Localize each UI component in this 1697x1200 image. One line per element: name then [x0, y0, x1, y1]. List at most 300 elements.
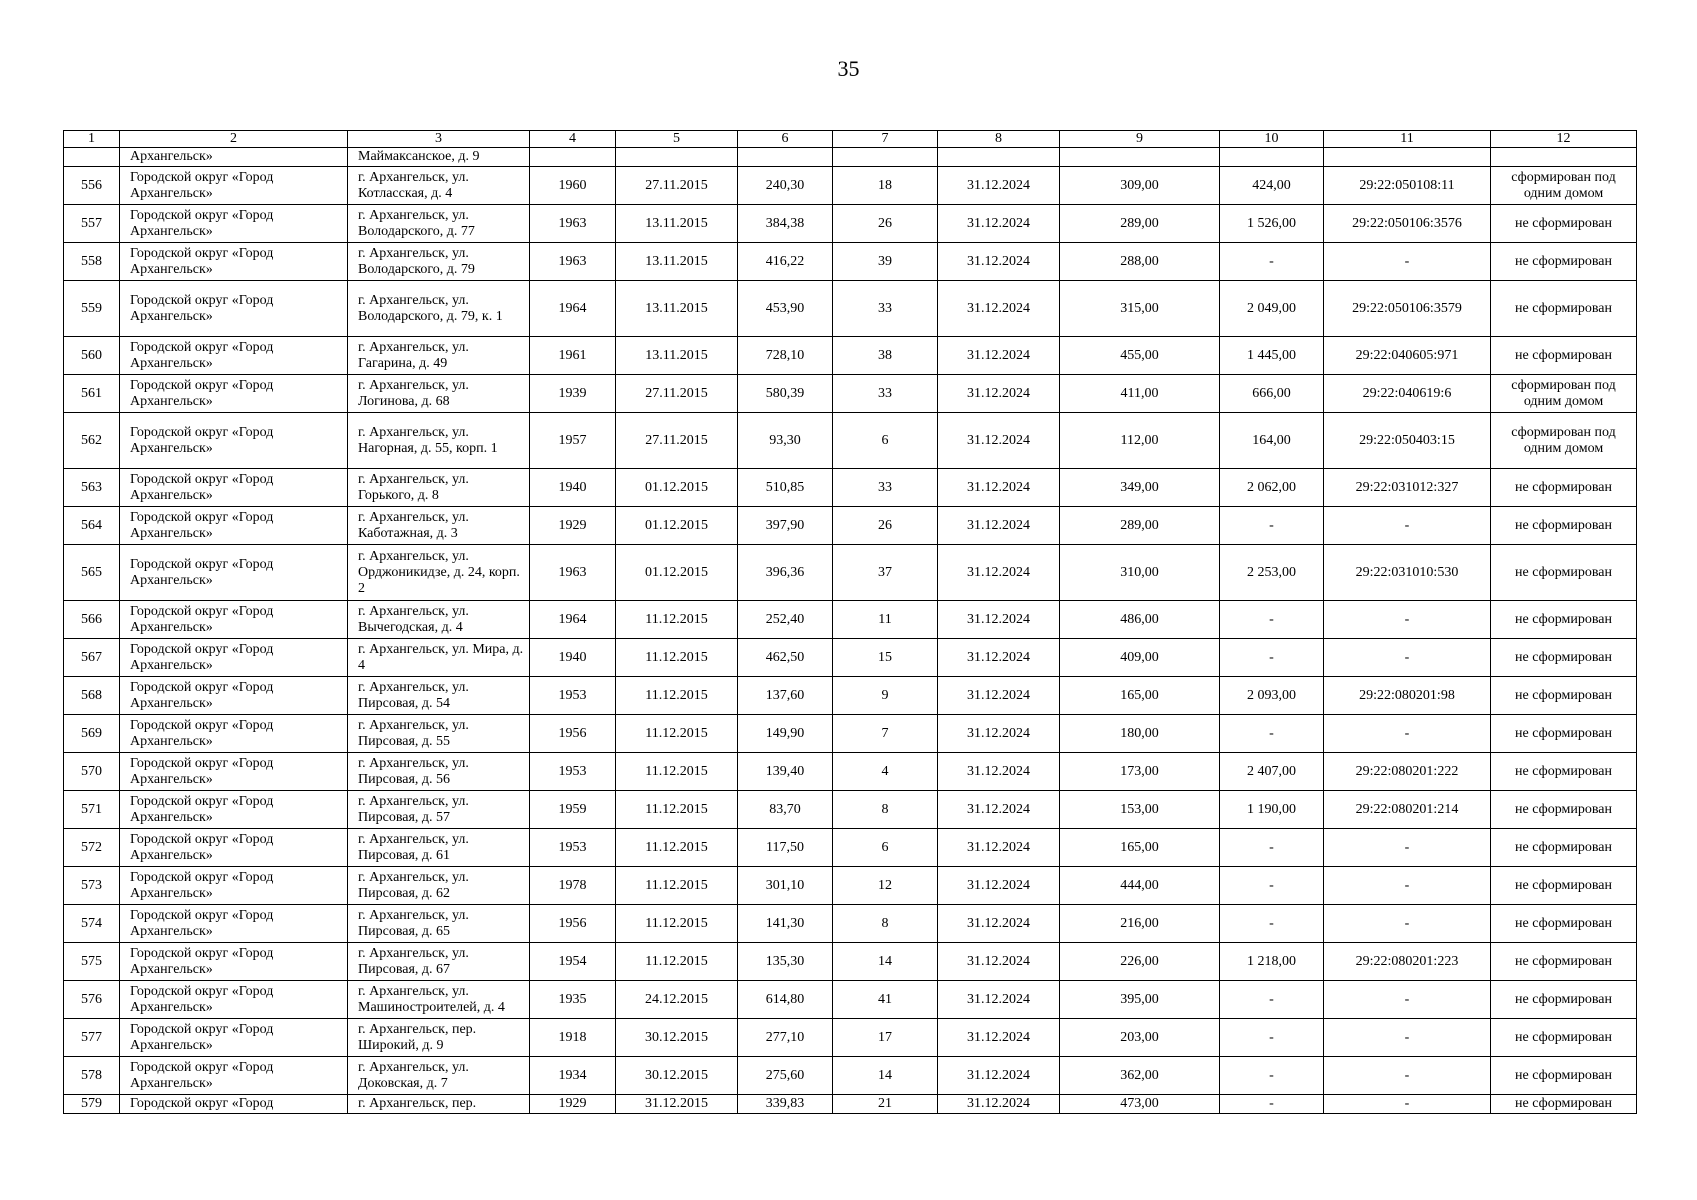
cell-c11: - [1324, 981, 1491, 1019]
cell-c4: 1978 [530, 867, 616, 905]
cell-c6: 396,36 [738, 545, 833, 601]
cell-c7: 39 [833, 243, 938, 281]
page-number: 35 [837, 56, 860, 81]
cell-c8: 31.12.2024 [938, 715, 1060, 753]
cell-c1: 564 [64, 507, 120, 545]
cell-c3: г. Архангельск, ул. Каботажная, д. 3 [348, 507, 530, 545]
cell-c11: - [1324, 1019, 1491, 1057]
cell-c12: сформирован под одним домом [1491, 375, 1637, 413]
cell-c9: 395,00 [1060, 981, 1220, 1019]
column-header-2: 2 [120, 131, 348, 148]
cell-c10: 1 190,00 [1220, 791, 1324, 829]
cell-c2: Городской округ «Город Архангельск» [120, 601, 348, 639]
column-header-6: 6 [738, 131, 833, 148]
cell-c5: 13.11.2015 [616, 337, 738, 375]
cell-c7: 14 [833, 1057, 938, 1095]
table-row [64, 205, 1637, 243]
column-number-header [64, 131, 1637, 148]
cell-c6: 384,38 [738, 205, 833, 243]
cell-c7: 26 [833, 205, 938, 243]
cell-c6: 141,30 [738, 905, 833, 943]
table-row [64, 167, 1637, 205]
cell-c1: 557 [64, 205, 120, 243]
cell-c7: 4 [833, 753, 938, 791]
table-row [64, 753, 1637, 791]
cell-c7: 18 [833, 167, 938, 205]
table-row [64, 715, 1637, 753]
cell-c4: 1918 [530, 1019, 616, 1057]
cell-c5: 27.11.2015 [616, 413, 738, 469]
cell-c10: - [1220, 639, 1324, 677]
cell-c7: 12 [833, 867, 938, 905]
cell-c11: 29:22:080201:223 [1324, 943, 1491, 981]
cell-c8: 31.12.2024 [938, 905, 1060, 943]
cell-c2: Городской округ «Город Архангельск» [120, 753, 348, 791]
cell-c5: 01.12.2015 [616, 507, 738, 545]
cell-c11: - [1324, 243, 1491, 281]
cell-c10: - [1220, 715, 1324, 753]
cell-c8: 31.12.2024 [938, 1019, 1060, 1057]
cell-c8: 31.12.2024 [938, 469, 1060, 507]
cell-c11: - [1324, 867, 1491, 905]
column-header-8: 8 [938, 131, 1060, 148]
cell-c10: - [1220, 829, 1324, 867]
cell-c4: 1929 [530, 1095, 616, 1114]
cell-c3: г. Архангельск, ул. Доковская, д. 7 [348, 1057, 530, 1095]
cell-c7: 11 [833, 601, 938, 639]
cell-c10: - [1220, 981, 1324, 1019]
column-header-12: 12 [1491, 131, 1637, 148]
cell-c9 [1060, 148, 1220, 167]
cell-c5: 11.12.2015 [616, 867, 738, 905]
cell-c1: 566 [64, 601, 120, 639]
cell-c1: 571 [64, 791, 120, 829]
cell-c10: 1 445,00 [1220, 337, 1324, 375]
table-row [64, 905, 1637, 943]
cell-c9: 409,00 [1060, 639, 1220, 677]
cell-c11: - [1324, 601, 1491, 639]
cell-c9: 288,00 [1060, 243, 1220, 281]
cell-c12: не сформирован [1491, 791, 1637, 829]
cell-c4: 1964 [530, 281, 616, 337]
cell-c1: 569 [64, 715, 120, 753]
cell-c11: - [1324, 507, 1491, 545]
column-header-3: 3 [348, 131, 530, 148]
cell-c5: 27.11.2015 [616, 375, 738, 413]
cell-c9: 226,00 [1060, 943, 1220, 981]
cell-c5: 01.12.2015 [616, 545, 738, 601]
cell-c1: 563 [64, 469, 120, 507]
cell-c7: 33 [833, 375, 938, 413]
cell-c4: 1953 [530, 753, 616, 791]
cell-c8: 31.12.2024 [938, 981, 1060, 1019]
cell-c10: 666,00 [1220, 375, 1324, 413]
cell-c1: 573 [64, 867, 120, 905]
cell-c1: 572 [64, 829, 120, 867]
cell-c1: 570 [64, 753, 120, 791]
cell-c12: не сформирован [1491, 677, 1637, 715]
cell-c9: 411,00 [1060, 375, 1220, 413]
cell-c6: 339,83 [738, 1095, 833, 1114]
cell-c2: Городской округ «Город Архангельск» [120, 243, 348, 281]
column-header-9: 9 [1060, 131, 1220, 148]
cell-c12: не сформирован [1491, 243, 1637, 281]
cell-c8: 31.12.2024 [938, 413, 1060, 469]
header-row [64, 131, 1637, 148]
cell-c6: 275,60 [738, 1057, 833, 1095]
cell-c10: 2 049,00 [1220, 281, 1324, 337]
cell-c3: Маймаксанское, д. 9 [348, 148, 530, 167]
table-body [64, 148, 1637, 1114]
table-row [64, 507, 1637, 545]
cell-c12: сформирован под одним домом [1491, 167, 1637, 205]
housing-registry-table [63, 130, 1637, 1114]
cell-c2: Городской округ «Город Архангельск» [120, 1057, 348, 1095]
cell-c2: Городской округ «Город Архангельск» [120, 791, 348, 829]
cell-c8: 31.12.2024 [938, 867, 1060, 905]
cell-c8: 31.12.2024 [938, 281, 1060, 337]
cell-c3: г. Архангельск, ул. Котласская, д. 4 [348, 167, 530, 205]
cell-c5: 01.12.2015 [616, 469, 738, 507]
cell-c4: 1963 [530, 205, 616, 243]
cell-c8: 31.12.2024 [938, 545, 1060, 601]
cell-c4: 1935 [530, 981, 616, 1019]
cell-c6: 93,30 [738, 413, 833, 469]
cell-c9: 309,00 [1060, 167, 1220, 205]
cell-c1: 574 [64, 905, 120, 943]
cell-c1: 579 [64, 1095, 120, 1114]
cell-c6: 83,70 [738, 791, 833, 829]
table-row [64, 469, 1637, 507]
cell-c6: 416,22 [738, 243, 833, 281]
cell-c5: 24.12.2015 [616, 981, 738, 1019]
column-header-7: 7 [833, 131, 938, 148]
cell-c11: - [1324, 1057, 1491, 1095]
cell-c11: - [1324, 715, 1491, 753]
cell-c4: 1929 [530, 507, 616, 545]
table-row [64, 281, 1637, 337]
cell-c1: 565 [64, 545, 120, 601]
cell-c12: не сформирован [1491, 1095, 1637, 1114]
cell-c1: 568 [64, 677, 120, 715]
cell-c5: 11.12.2015 [616, 753, 738, 791]
table-row [64, 1019, 1637, 1057]
cell-c12: не сформирован [1491, 469, 1637, 507]
cell-c7: 7 [833, 715, 938, 753]
cell-c2: Городской округ «Город Архангельск» [120, 981, 348, 1019]
cell-c10: - [1220, 1095, 1324, 1114]
cell-c9: 473,00 [1060, 1095, 1220, 1114]
cell-c7: 15 [833, 639, 938, 677]
cell-c12: не сформирован [1491, 905, 1637, 943]
cell-c12 [1491, 148, 1637, 167]
cell-c2: Городской округ «Город Архангельск» [120, 943, 348, 981]
cell-c2: Городской округ «Город Архангельск» [120, 867, 348, 905]
cell-c12: не сформирован [1491, 205, 1637, 243]
cell-c10: 1 526,00 [1220, 205, 1324, 243]
cell-c3: г. Архангельск, ул. Пирсовая, д. 57 [348, 791, 530, 829]
column-header-10: 10 [1220, 131, 1324, 148]
cell-c9: 315,00 [1060, 281, 1220, 337]
cell-c11: 29:22:031010:530 [1324, 545, 1491, 601]
cell-c10: - [1220, 601, 1324, 639]
cell-c3: г. Архангельск, ул. Гагарина, д. 49 [348, 337, 530, 375]
cell-c3: г. Архангельск, ул. Пирсовая, д. 65 [348, 905, 530, 943]
cell-c3: г. Архангельск, ул. Логинова, д. 68 [348, 375, 530, 413]
cell-c11: - [1324, 905, 1491, 943]
cell-c4: 1953 [530, 677, 616, 715]
cell-c4 [530, 148, 616, 167]
cell-c2: Городской округ «Город Архангельск» [120, 507, 348, 545]
cell-c9: 180,00 [1060, 715, 1220, 753]
cell-c7: 8 [833, 905, 938, 943]
cell-c12: не сформирован [1491, 639, 1637, 677]
cell-c2: Городской округ «Город Архангельск» [120, 1019, 348, 1057]
cell-c11: 29:22:080201:214 [1324, 791, 1491, 829]
cell-c9: 153,00 [1060, 791, 1220, 829]
cell-c11: - [1324, 829, 1491, 867]
cell-c2: Городской округ «Город Архангельск» [120, 337, 348, 375]
cell-c12: не сформирован [1491, 601, 1637, 639]
table-row [64, 829, 1637, 867]
cell-c5: 11.12.2015 [616, 829, 738, 867]
cell-c3: г. Архангельск, ул. Машиностроителей, д. 4 [348, 981, 530, 1019]
cell-c10: - [1220, 243, 1324, 281]
cell-c12: не сформирован [1491, 867, 1637, 905]
cell-c2: Городской округ «Город Архангельск» [120, 905, 348, 943]
cell-c1: 559 [64, 281, 120, 337]
cell-c11: 29:22:050403:15 [1324, 413, 1491, 469]
cell-c1: 575 [64, 943, 120, 981]
cell-c11: 29:22:040605:971 [1324, 337, 1491, 375]
cell-c10: 2 253,00 [1220, 545, 1324, 601]
cell-c7: 41 [833, 981, 938, 1019]
cell-c7: 21 [833, 1095, 938, 1114]
cell-c10: 164,00 [1220, 413, 1324, 469]
cell-c10: 2 093,00 [1220, 677, 1324, 715]
cell-c3: г. Архангельск, ул. Володарского, д. 79, к. 1 [348, 281, 530, 337]
cell-c4: 1964 [530, 601, 616, 639]
table-row [64, 545, 1637, 601]
cell-c7: 6 [833, 829, 938, 867]
cell-c8: 31.12.2024 [938, 375, 1060, 413]
cell-c5: 11.12.2015 [616, 715, 738, 753]
table-row [64, 639, 1637, 677]
table-row [64, 1095, 1637, 1114]
cell-c9: 289,00 [1060, 507, 1220, 545]
cell-c6: 397,90 [738, 507, 833, 545]
cell-c12: не сформирован [1491, 715, 1637, 753]
cell-c12: не сформирован [1491, 281, 1637, 337]
cell-c3: г. Архангельск, ул. Пирсовая, д. 62 [348, 867, 530, 905]
cell-c11: - [1324, 1095, 1491, 1114]
cell-c5: 30.12.2015 [616, 1019, 738, 1057]
cell-c11: 29:22:080201:222 [1324, 753, 1491, 791]
cell-c3: г. Архангельск, пер. [348, 1095, 530, 1114]
cell-c9: 486,00 [1060, 601, 1220, 639]
cell-c4: 1963 [530, 243, 616, 281]
cell-c5: 30.12.2015 [616, 1057, 738, 1095]
cell-c4: 1954 [530, 943, 616, 981]
cell-c6: 301,10 [738, 867, 833, 905]
cell-c1 [64, 148, 120, 167]
table-row [64, 791, 1637, 829]
cell-c6: 135,30 [738, 943, 833, 981]
table-row [64, 1057, 1637, 1095]
cell-c12: не сформирован [1491, 981, 1637, 1019]
cell-c1: 560 [64, 337, 120, 375]
cell-c12: не сформирован [1491, 943, 1637, 981]
cell-c12: сформирован под одним домом [1491, 413, 1637, 469]
cell-c2: Архангельск» [120, 148, 348, 167]
cell-c7: 17 [833, 1019, 938, 1057]
cell-c6: 240,30 [738, 167, 833, 205]
cell-c8: 31.12.2024 [938, 507, 1060, 545]
cell-c7: 8 [833, 791, 938, 829]
cell-c7: 38 [833, 337, 938, 375]
cell-c3: г. Архангельск, ул. Володарского, д. 79 [348, 243, 530, 281]
cell-c5 [616, 148, 738, 167]
column-header-4: 4 [530, 131, 616, 148]
cell-c2: Городской округ «Город Архангельск» [120, 829, 348, 867]
cell-c4: 1953 [530, 829, 616, 867]
cell-c6: 252,40 [738, 601, 833, 639]
cell-c11: 29:22:050108:11 [1324, 167, 1491, 205]
table-row [64, 867, 1637, 905]
cell-c6 [738, 148, 833, 167]
table-row [64, 943, 1637, 981]
cell-c12: не сформирован [1491, 545, 1637, 601]
cell-c10: - [1220, 1019, 1324, 1057]
cell-c12: не сформирован [1491, 1057, 1637, 1095]
cell-c12: не сформирован [1491, 507, 1637, 545]
cell-c9: 112,00 [1060, 413, 1220, 469]
cell-c7: 6 [833, 413, 938, 469]
cell-c5: 11.12.2015 [616, 639, 738, 677]
cell-c2: Городской округ «Город Архангельск» [120, 281, 348, 337]
cell-c3: г. Архангельск, ул. Пирсовая, д. 54 [348, 677, 530, 715]
cell-c3: г. Архангельск, ул. Нагорная, д. 55, корп. 1 [348, 413, 530, 469]
cell-c9: 444,00 [1060, 867, 1220, 905]
column-header-1: 1 [64, 131, 120, 148]
cell-c6: 149,90 [738, 715, 833, 753]
cell-c8: 31.12.2024 [938, 829, 1060, 867]
cell-c3: г. Архангельск, ул. Пирсовая, д. 61 [348, 829, 530, 867]
cell-c5: 13.11.2015 [616, 205, 738, 243]
cell-c2: Городской округ «Город Архангельск» [120, 375, 348, 413]
table-row [64, 413, 1637, 469]
cell-c5: 11.12.2015 [616, 943, 738, 981]
cell-c2: Городской округ «Город [120, 1095, 348, 1114]
cell-c7: 33 [833, 281, 938, 337]
cell-c6: 510,85 [738, 469, 833, 507]
cell-c12: не сформирован [1491, 337, 1637, 375]
cell-c6: 117,50 [738, 829, 833, 867]
cell-c7: 37 [833, 545, 938, 601]
cell-c2: Городской округ «Город Архангельск» [120, 167, 348, 205]
column-header-11: 11 [1324, 131, 1491, 148]
cell-c1: 556 [64, 167, 120, 205]
cell-c1: 577 [64, 1019, 120, 1057]
cell-c11: - [1324, 639, 1491, 677]
cell-c4: 1961 [530, 337, 616, 375]
cell-c5: 11.12.2015 [616, 791, 738, 829]
cell-c9: 165,00 [1060, 829, 1220, 867]
cell-c11 [1324, 148, 1491, 167]
cell-c10: 424,00 [1220, 167, 1324, 205]
table-row [64, 148, 1637, 167]
cell-c3: г. Архангельск, пер. Широкий, д. 9 [348, 1019, 530, 1057]
cell-c5: 31.12.2015 [616, 1095, 738, 1114]
cell-c4: 1940 [530, 469, 616, 507]
cell-c11: 29:22:050106:3576 [1324, 205, 1491, 243]
cell-c8: 31.12.2024 [938, 205, 1060, 243]
cell-c4: 1956 [530, 905, 616, 943]
cell-c5: 11.12.2015 [616, 905, 738, 943]
cell-c5: 11.12.2015 [616, 601, 738, 639]
cell-c10: 2 062,00 [1220, 469, 1324, 507]
cell-c8: 31.12.2024 [938, 167, 1060, 205]
cell-c4: 1957 [530, 413, 616, 469]
table-row [64, 601, 1637, 639]
cell-c11: 29:22:080201:98 [1324, 677, 1491, 715]
cell-c12: не сформирован [1491, 753, 1637, 791]
cell-c3: г. Архангельск, ул. Мира, д. 4 [348, 639, 530, 677]
table-row [64, 243, 1637, 281]
cell-c4: 1956 [530, 715, 616, 753]
cell-c3: г. Архангельск, ул. Орджоникидзе, д. 24, корп. 2 [348, 545, 530, 601]
cell-c3: г. Архангельск, ул. Пирсовая, д. 56 [348, 753, 530, 791]
cell-c5: 27.11.2015 [616, 167, 738, 205]
cell-c3: г. Архангельск, ул. Пирсовая, д. 55 [348, 715, 530, 753]
cell-c1: 561 [64, 375, 120, 413]
cell-c12: не сформирован [1491, 829, 1637, 867]
cell-c9: 173,00 [1060, 753, 1220, 791]
cell-c5: 13.11.2015 [616, 243, 738, 281]
cell-c9: 165,00 [1060, 677, 1220, 715]
cell-c8: 31.12.2024 [938, 677, 1060, 715]
cell-c10: - [1220, 867, 1324, 905]
cell-c4: 1940 [530, 639, 616, 677]
cell-c8: 31.12.2024 [938, 639, 1060, 677]
cell-c6: 453,90 [738, 281, 833, 337]
cell-c10: - [1220, 1057, 1324, 1095]
cell-c7: 9 [833, 677, 938, 715]
cell-c2: Городской округ «Город Архангельск» [120, 205, 348, 243]
cell-c10 [1220, 148, 1324, 167]
cell-c7: 14 [833, 943, 938, 981]
cell-c1: 562 [64, 413, 120, 469]
cell-c1: 578 [64, 1057, 120, 1095]
cell-c1: 576 [64, 981, 120, 1019]
cell-c9: 310,00 [1060, 545, 1220, 601]
cell-c6: 277,10 [738, 1019, 833, 1057]
cell-c3: г. Архангельск, ул. Вычегодская, д. 4 [348, 601, 530, 639]
cell-c9: 455,00 [1060, 337, 1220, 375]
cell-c8: 31.12.2024 [938, 601, 1060, 639]
cell-c8: 31.12.2024 [938, 337, 1060, 375]
cell-c9: 289,00 [1060, 205, 1220, 243]
cell-c4: 1963 [530, 545, 616, 601]
table-row [64, 981, 1637, 1019]
cell-c9: 362,00 [1060, 1057, 1220, 1095]
table-row [64, 375, 1637, 413]
cell-c2: Городской округ «Город Архангельск» [120, 677, 348, 715]
cell-c1: 558 [64, 243, 120, 281]
cell-c7 [833, 148, 938, 167]
table-row [64, 337, 1637, 375]
cell-c11: 29:22:050106:3579 [1324, 281, 1491, 337]
